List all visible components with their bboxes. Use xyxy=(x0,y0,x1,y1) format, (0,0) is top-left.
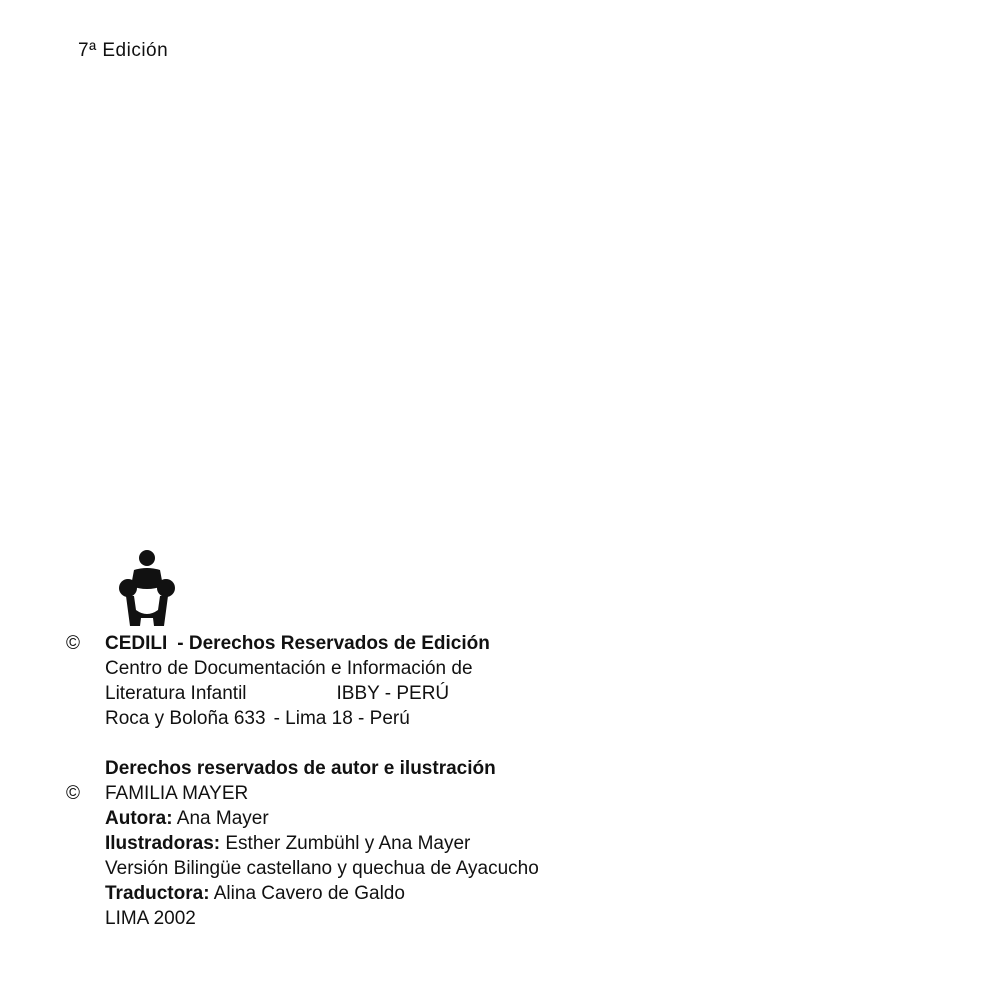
publisher-block xyxy=(105,631,665,731)
cedili-logo-icon xyxy=(116,548,178,628)
copyright-symbol-author: © xyxy=(66,783,80,804)
publisher-city: - Lima 18 - Perú xyxy=(273,708,410,729)
author-label: Autora: xyxy=(105,808,173,829)
publisher-line-3b: IBBY - PERÚ xyxy=(336,683,450,704)
place-year: LIMA 2002 xyxy=(105,908,196,929)
publisher-rights: - Derechos Reservados de Edición xyxy=(177,633,490,654)
author-rights-heading: Derechos reservados de autor e ilustración xyxy=(105,758,496,779)
translator-label: Traductora: xyxy=(105,883,210,904)
edition-label: 7ª Edición xyxy=(78,40,169,61)
illustrators-value: Esther Zumbühl y Ana Mayer xyxy=(220,833,471,854)
author-value: Ana Mayer xyxy=(172,808,269,829)
publisher-line-3 xyxy=(105,681,665,706)
translator-line xyxy=(105,881,665,906)
illustrators-line xyxy=(105,831,665,856)
publisher-name: CEDILI xyxy=(105,633,168,654)
publisher-line-2: Centro de Documentación e Información de xyxy=(105,658,473,679)
translator-value: Alina Cavero de Galdo xyxy=(209,883,405,904)
author-line xyxy=(105,806,665,831)
copyright-symbol-publisher: © xyxy=(66,633,80,654)
illustrators-label: Ilustradoras: xyxy=(105,833,221,854)
publisher-line-1 xyxy=(105,631,665,656)
family-name: FAMILIA MAYER xyxy=(105,783,249,804)
publisher-address: Roca y Boloña 633 xyxy=(105,708,266,729)
author-block xyxy=(105,756,665,931)
publisher-line-4 xyxy=(105,706,665,731)
version-line: Versión Bilingüe castellano y quechua de Ayacucho xyxy=(105,858,539,879)
publisher-line-3a: Literatura Infantil xyxy=(105,683,247,704)
